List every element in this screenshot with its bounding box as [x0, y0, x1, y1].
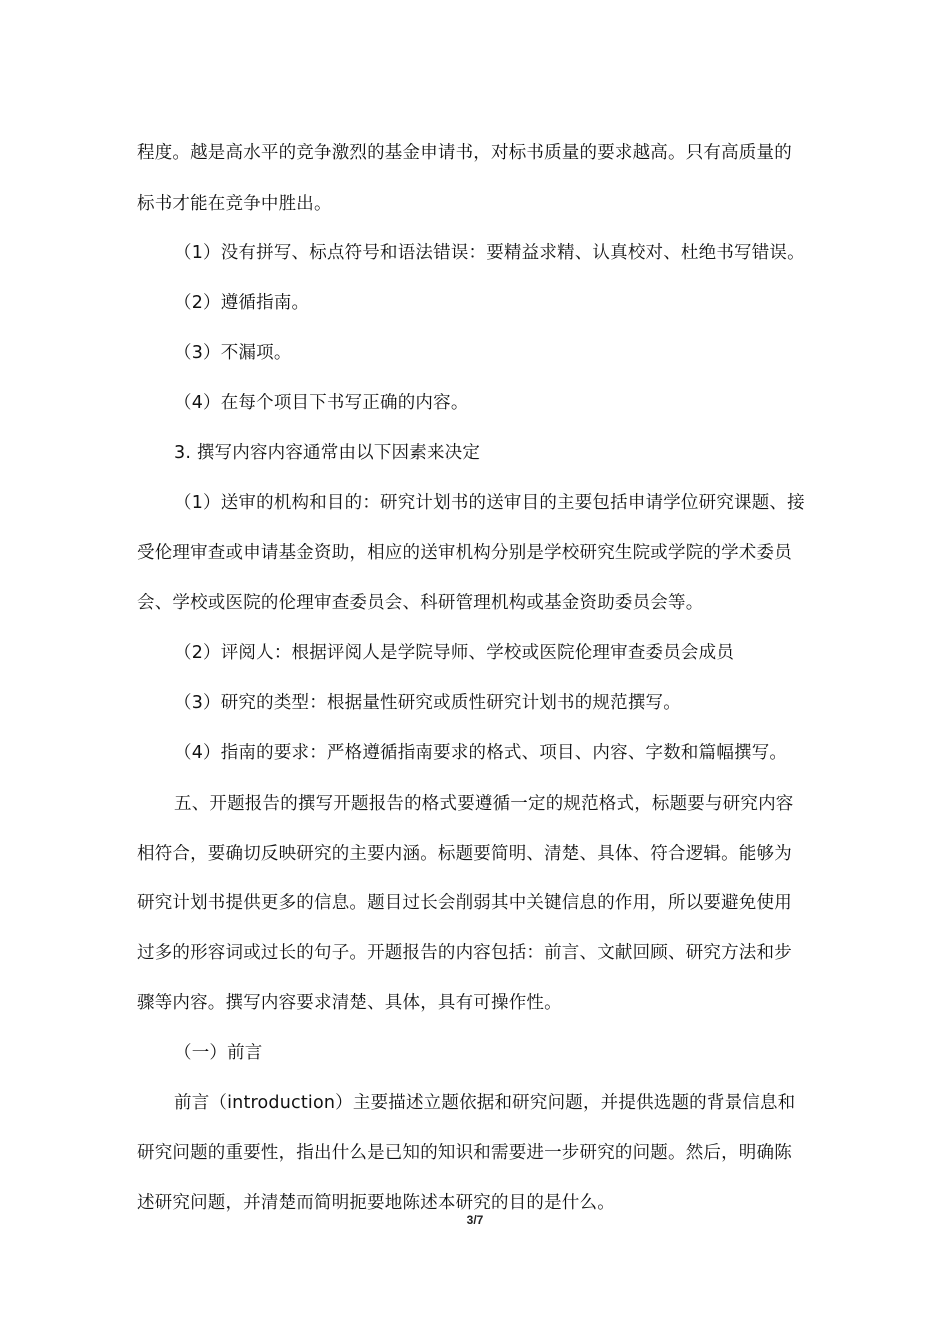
paragraph-line: 会、学校或医院的伦理审查委员会、科研管理机构或基金资助委员会等。 — [137, 593, 704, 613]
subsection-heading: （一）前言 — [174, 1043, 263, 1063]
page-number: 3/7 — [466, 1213, 484, 1227]
list-item: （1）没有拼写、标点符号和语法错误：要精益求精、认真校对、杜绝书写错误。 — [174, 243, 805, 263]
list-item: （4）在每个项目下书写正确的内容。 — [174, 393, 469, 413]
list-item: （2）遵循指南。 — [174, 293, 310, 313]
paragraph-line: 过多的形容词或过长的句子。开题报告的内容包括：前言、文献回顾、研究方法和步 — [137, 943, 792, 963]
paragraph-line: 相符合，要确切反映研究的主要内涵。标题要简明、清楚、具体、符合逻辑。能够为 — [137, 844, 792, 864]
paragraph-line: 研究问题的重要性，指出什么是已知的知识和需要进一步研究的问题。然后，明确陈 — [137, 1143, 792, 1163]
paragraph-line: 述研究问题，并清楚而简明扼要地陈述本研究的目的是什么。 — [137, 1193, 615, 1213]
list-item: （3）研究的类型：根据量性研究或质性研究计划书的规范撰写。 — [174, 693, 681, 713]
list-item: （1）送审的机构和目的：研究计划书的送审目的主要包括申请学位研究课题、接 — [174, 493, 805, 513]
paragraph-line: 标书才能在竞争中胜出。 — [137, 194, 332, 214]
list-item: （2）评阅人：根据评阅人是学院导师、学校或医院伦理审查委员会成员 — [174, 643, 735, 663]
list-item: （4）指南的要求：严格遵循指南要求的格式、项目、内容、字数和篇幅撰写。 — [174, 743, 788, 763]
paragraph-line: 程度。越是高水平的竞争激烈的基金申请书，对标书质量的要求越高。只有高质量的 — [137, 143, 792, 163]
paragraph-line: 前言（introduction）主要描述立题依据和研究问题，并提供选题的背景信息和 — [174, 1093, 796, 1113]
paragraph-line: 研究计划书提供更多的信息。题目过长会削弱其中关键信息的作用，所以要避免使用 — [137, 893, 792, 913]
list-item: （3）不漏项。 — [174, 343, 292, 363]
paragraph-line: 骤等内容。撰写内容要求清楚、具体，具有可操作性。 — [137, 993, 562, 1013]
section-heading: 五、开题报告的撰写开题报告的格式要遵循一定的规范格式，标题要与研究内容 — [174, 794, 794, 814]
section-heading: 3. 撰写内容内容通常由以下因素来决定 — [174, 443, 481, 463]
paragraph-line: 受伦理审查或申请基金资助，相应的送审机构分别是学校研究生院或学院的学术委员 — [137, 543, 792, 563]
